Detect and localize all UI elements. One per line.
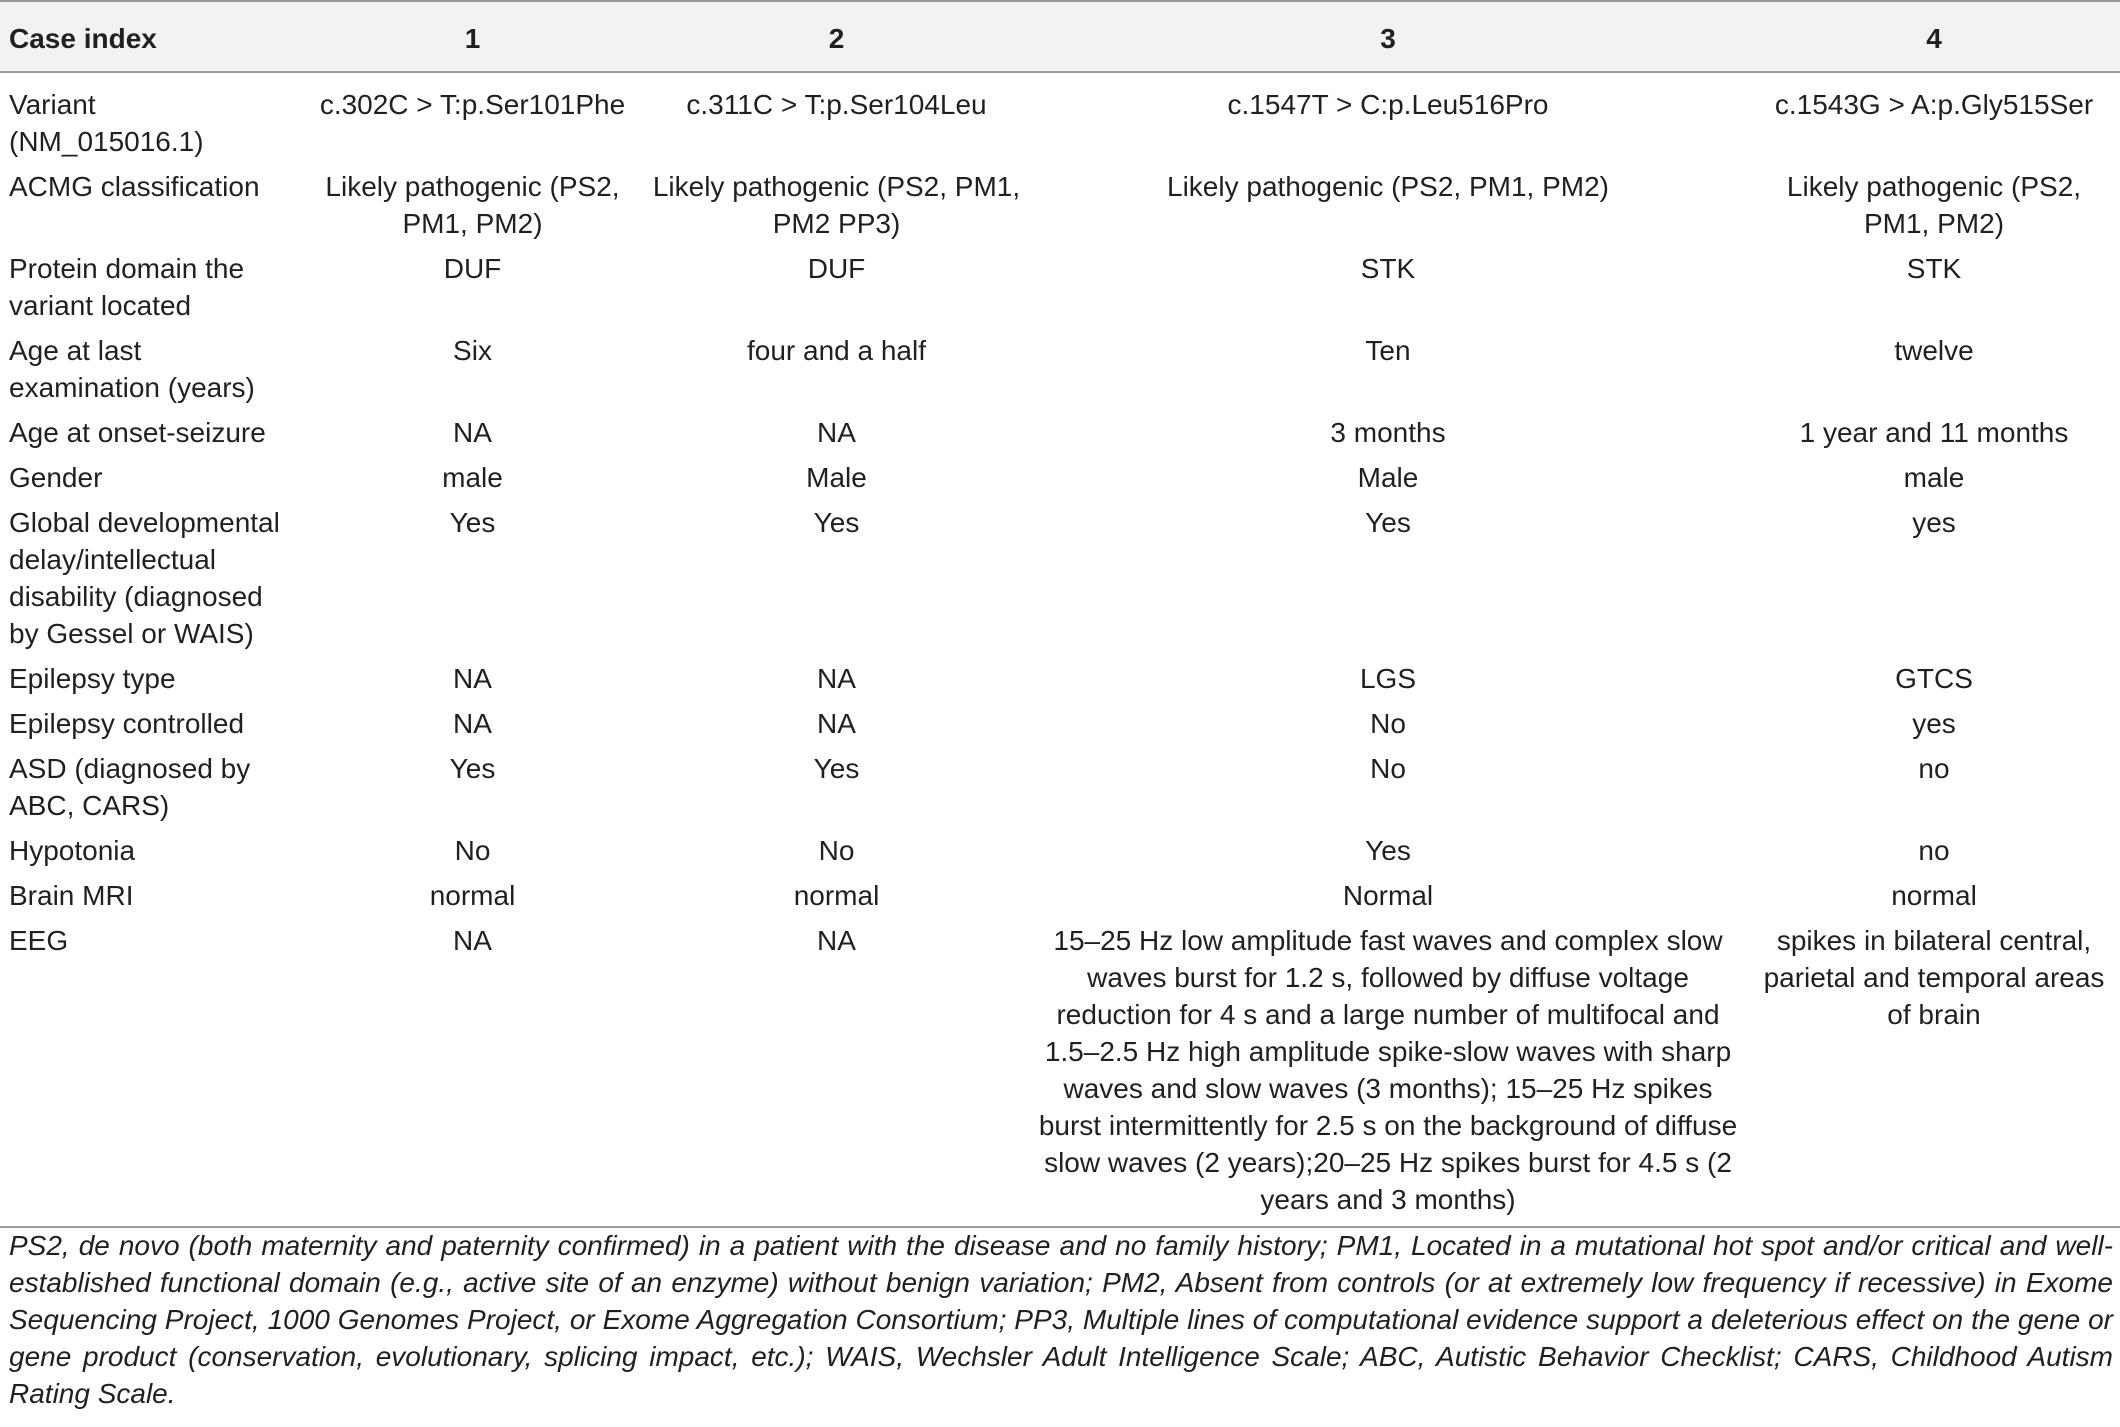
- cell-case-2: normal: [793, 880, 880, 911]
- header-case-4: 4: [1926, 23, 1942, 54]
- cell-case-1: Six: [453, 335, 492, 366]
- table-row-hypotonia: [0, 828, 2120, 873]
- cell-case-4: GTCS: [1895, 663, 1973, 694]
- cell-case-2: four and a half: [746, 335, 927, 366]
- cell-case-2: Yes: [813, 753, 860, 784]
- row-label: Gender: [9, 462, 103, 493]
- cell-case-2: NA: [817, 708, 856, 739]
- cell-case-4: 1 year and 11 months: [1799, 417, 2069, 448]
- table-row-age-onset: [0, 410, 2120, 455]
- table-footnote: PS2, de novo (both maternity and paternity confirmed) in a patient with the disease and no family history; PM1, Located in a mutational hot spot and/or critical and well-established functional domain (e.g., active site of an enzyme) without benign variation; PM2, Absent from controls (or at extremely low frequency if recessive) in Exome Sequencing Project, 1000 Genomes Project, or Exome Aggregation Consortium; PP3, Multiple lines of computational evidence support a deleterious effect on the gene or gene product (conservation, evolutionary, splicing impact, etc.); WAIS, Wechsler Adult Intelligence Scale; ABC, Autistic Behavior Checklist; CARS, Childhood Autism Rating Scale.: [9, 1230, 2113, 1409]
- cell-case-2: NA: [817, 925, 856, 956]
- table-row-acmg: [0, 164, 2120, 246]
- cell-case-3: Ten: [1365, 335, 1411, 366]
- cell-case-4: spikes in bilateral central, parietal and temporal areas of brain: [1763, 925, 2105, 1030]
- cell-case-3: 3 months: [1330, 417, 1446, 448]
- cell-case-3: 15–25 Hz low amplitude fast waves and complex slow waves burst for 1.2 s, followed by diffuse voltage reduction for 4 s and a large number of multifocal and 1.5–2.5 Hz high amplitude spike-slow waves with sharp waves and slow waves (3 months); 15–25 Hz spikes burst intermittently for 2.5 s on the background of diffuse slow waves (2 years);20–25 Hz spikes burst for 4.5 s (2 years and 3 months): [1038, 925, 1738, 1215]
- table-row-epilepsy-controlled: [0, 701, 2120, 746]
- cell-case-2: Yes: [813, 507, 860, 538]
- row-label: ASD (diagnosed by ABC, CARS): [9, 753, 251, 821]
- cell-case-4: twelve: [1894, 335, 1974, 366]
- cell-case-4: Likely pathogenic (PS2, PM1, PM2): [1786, 171, 2082, 239]
- cell-case-2: DUF: [807, 253, 866, 284]
- cell-case-3: Likely pathogenic (PS2, PM1, PM2): [1167, 171, 1609, 202]
- cell-case-4: yes: [1912, 507, 1956, 538]
- row-label: Epilepsy type: [9, 663, 176, 694]
- cell-case-2: c.311C > T:p.Ser104Leu: [686, 89, 987, 120]
- header-case-2: 2: [828, 23, 845, 54]
- cell-case-4: no: [1918, 835, 1950, 866]
- cell-case-3: Normal: [1342, 880, 1434, 911]
- row-label: Variant (NM_015016.1): [9, 89, 204, 157]
- cell-case-3: LGS: [1359, 663, 1417, 694]
- cell-case-2: NA: [817, 417, 856, 448]
- row-label: Protein domain the variant located: [9, 253, 245, 321]
- cell-case-2: Likely pathogenic (PS2, PM1, PM2 PP3): [652, 171, 1021, 239]
- row-label: Brain MRI: [9, 880, 134, 911]
- header-case-index: Case index: [9, 23, 157, 54]
- cell-case-4: c.1543G > A:p.Gly515Ser: [1774, 89, 2094, 120]
- table-row-developmental-delay: [0, 500, 2120, 656]
- cell-case-3: STK: [1360, 253, 1416, 284]
- cell-case-1: Yes: [449, 507, 496, 538]
- header-row: [0, 1, 2120, 72]
- cell-case-3: Yes: [1365, 835, 1411, 866]
- table-row-protein-domain: [0, 246, 2120, 328]
- table-body: [0, 72, 2120, 1227]
- cell-case-1: Yes: [449, 753, 496, 784]
- table-row-gender: [0, 455, 2120, 500]
- cell-case-4: yes: [1912, 708, 1956, 739]
- row-label: EEG: [9, 925, 69, 956]
- table-header: [0, 1, 2120, 72]
- cell-case-2: No: [818, 835, 855, 866]
- table-row-asd: [0, 746, 2120, 828]
- cell-case-1: c.302C > T:p.Ser101Phe: [319, 89, 626, 120]
- table-row-brain-mri: [0, 873, 2120, 918]
- cell-case-3: No: [1370, 753, 1406, 784]
- header-case-3: 3: [1380, 23, 1396, 54]
- cell-case-1: NA: [453, 925, 492, 956]
- row-label: Global developmental delay/intellectual disability (diagnosed by Gessel or WAIS): [9, 507, 280, 649]
- cell-case-3: c.1547T > C:p.Leu516Pro: [1227, 89, 1549, 120]
- table-row-variant: [0, 72, 2120, 164]
- cell-case-4: STK: [1906, 253, 1962, 284]
- cell-case-4: male: [1903, 462, 1965, 493]
- cell-case-1: NA: [453, 708, 492, 739]
- row-label: Hypotonia: [9, 835, 136, 866]
- row-label: Age at onset-seizure: [9, 417, 266, 448]
- cell-case-1: No: [454, 835, 491, 866]
- table-row-eeg: [0, 918, 2120, 1227]
- cell-case-3: Male: [1357, 462, 1419, 493]
- cell-case-4: normal: [1891, 880, 1977, 911]
- table-row-age-last-exam: [0, 328, 2120, 410]
- cell-case-2: Male: [806, 462, 867, 493]
- header-case-1: 1: [464, 23, 481, 54]
- cell-case-3: No: [1370, 708, 1406, 739]
- cell-case-2: NA: [817, 663, 856, 694]
- cell-case-4: no: [1918, 753, 1950, 784]
- cell-case-1: DUF: [443, 253, 502, 284]
- cell-case-1: NA: [453, 417, 492, 448]
- cell-case-3: Yes: [1365, 507, 1411, 538]
- row-label: Age at last examination (years): [9, 335, 255, 403]
- row-label: Epilepsy controlled: [9, 708, 245, 739]
- row-label: ACMG classification: [9, 171, 260, 202]
- cell-case-1: normal: [429, 880, 516, 911]
- cell-case-1: male: [442, 462, 503, 493]
- table-row-epilepsy-type: [0, 656, 2120, 701]
- cell-case-1: NA: [453, 663, 492, 694]
- cell-case-1: Likely pathogenic (PS2, PM1, PM2): [325, 171, 620, 239]
